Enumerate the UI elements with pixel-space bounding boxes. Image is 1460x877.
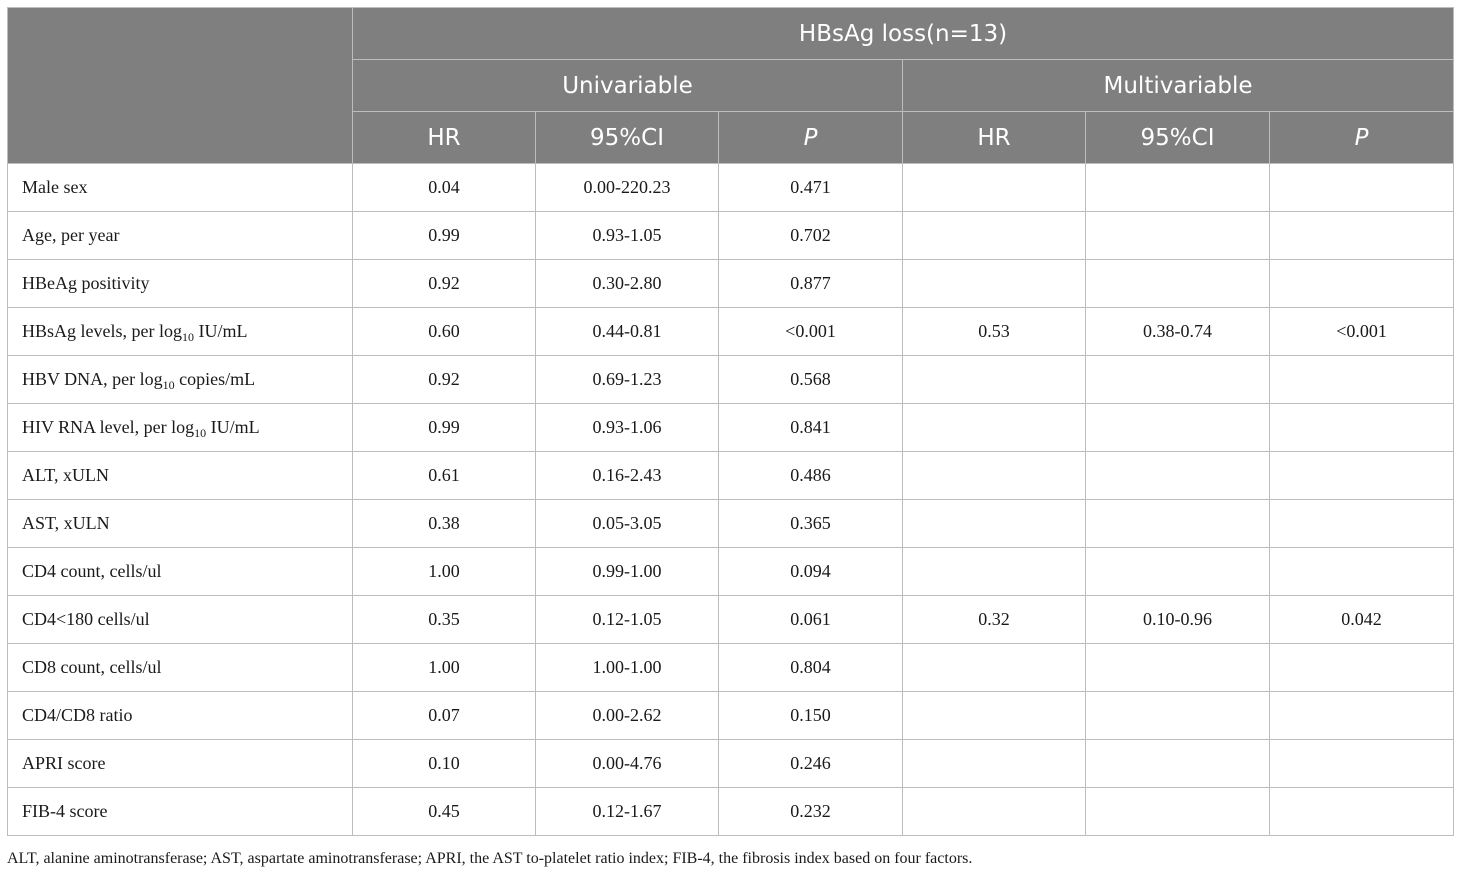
multivariable-ci-cell — [1086, 260, 1270, 308]
col-univariable-hr: HR — [353, 112, 536, 164]
univariable-p-cell: 0.150 — [719, 692, 903, 740]
multivariable-ci-cell — [1086, 644, 1270, 692]
multivariable-hr-cell: 0.53 — [903, 308, 1086, 356]
table-row — [8, 308, 1454, 356]
univariable-ci-cell: 0.00-2.62 — [536, 692, 719, 740]
univariable-ci-cell: 0.44-0.81 — [536, 308, 719, 356]
univariable-ci-cell: 0.05-3.05 — [536, 500, 719, 548]
multivariable-p-cell — [1270, 548, 1454, 596]
row-label: HIV RNA level, per $\log_{10} IU/mL$ — [8, 404, 353, 452]
footnote: ALT, alanine aminotransferase; AST, aspartate aminotransferase; APRI, the AST to-platelet ratio index; FIB-4, the fibrosis index based on four factors. — [7, 850, 973, 867]
univariable-hr-cell: 0.04 — [353, 164, 536, 212]
multivariable-p-cell: 0.042 — [1270, 596, 1454, 644]
multivariable-hr-cell — [903, 404, 1086, 452]
multivariable-ci-cell — [1086, 164, 1270, 212]
col-multivariable-hr: HR — [903, 112, 1086, 164]
univariable-hr-cell: 1.00 — [353, 548, 536, 596]
univariable-hr-cell: 0.10 — [353, 740, 536, 788]
table-row — [8, 548, 1454, 596]
multivariable-ci-cell — [1086, 548, 1270, 596]
row-label: HBsAg levels, per $\log_{10} IU/mL$ — [8, 308, 353, 356]
univariable-p-cell: <0.001 — [719, 308, 903, 356]
multivariable-ci-cell: 0.38-0.74 — [1086, 308, 1270, 356]
multivariable-hr-cell — [903, 452, 1086, 500]
multivariable-p-cell — [1270, 692, 1454, 740]
univariable-ci-cell: 0.93-1.05 — [536, 212, 719, 260]
multivariable-hr-cell — [903, 164, 1086, 212]
univariable-ci-cell: 0.93-1.06 — [536, 404, 719, 452]
univariable-hr-cell: 0.92 — [353, 356, 536, 404]
univariable-ci-cell: 0.69-1.23 — [536, 356, 719, 404]
univariable-hr-cell: 0.99 — [353, 212, 536, 260]
univariable-ci-cell: 0.12-1.67 — [536, 788, 719, 836]
univariable-p-cell: 0.877 — [719, 260, 903, 308]
univariable-hr-cell: 0.07 — [353, 692, 536, 740]
row-label: CD4 count, cells/ul — [8, 548, 353, 596]
multivariable-hr-cell — [903, 356, 1086, 404]
table-header — [8, 8, 1454, 164]
multivariable-ci-cell — [1086, 500, 1270, 548]
row-label: APRI score — [8, 740, 353, 788]
multivariable-ci-cell — [1086, 404, 1270, 452]
multivariable-p-cell — [1270, 644, 1454, 692]
univariable-header: Univariable — [353, 60, 903, 112]
table-row — [8, 260, 1454, 308]
multivariable-hr-cell — [903, 260, 1086, 308]
univariable-hr-cell: 0.60 — [353, 308, 536, 356]
multivariable-ci-cell — [1086, 356, 1270, 404]
univariable-hr-cell: 0.99 — [353, 404, 536, 452]
multivariable-hr-cell — [903, 644, 1086, 692]
multivariable-ci-cell: 0.10-0.96 — [1086, 596, 1270, 644]
multivariable-p-cell: <0.001 — [1270, 308, 1454, 356]
univariable-hr-cell: 0.45 — [353, 788, 536, 836]
col-univariable-p: P — [719, 112, 903, 164]
multivariable-p-cell — [1270, 788, 1454, 836]
col-multivariable-ci: 95%CI — [1086, 112, 1270, 164]
row-label: FIB-4 score — [8, 788, 353, 836]
table-row — [8, 788, 1454, 836]
univariable-hr-cell: 0.92 — [353, 260, 536, 308]
univariable-p-cell: 0.841 — [719, 404, 903, 452]
row-label: HBV DNA, per $\log_{10}$ copies/mL — [8, 356, 353, 404]
table-row — [8, 500, 1454, 548]
multivariable-p-cell — [1270, 740, 1454, 788]
univariable-p-cell: 0.804 — [719, 644, 903, 692]
univariable-ci-cell: 0.16-2.43 — [536, 452, 719, 500]
multivariable-ci-cell — [1086, 212, 1270, 260]
row-label: Male sex — [8, 164, 353, 212]
table-row — [8, 356, 1454, 404]
table-row — [8, 644, 1454, 692]
univariable-p-cell: 0.471 — [719, 164, 903, 212]
multivariable-hr-cell — [903, 692, 1086, 740]
univariable-p-cell: 0.486 — [719, 452, 903, 500]
multivariable-p-cell — [1270, 500, 1454, 548]
univariable-ci-cell: 0.30-2.80 — [536, 260, 719, 308]
multivariable-hr-cell — [903, 788, 1086, 836]
col-multivariable-p: P — [1270, 112, 1454, 164]
univariable-ci-cell: 0.12-1.05 — [536, 596, 719, 644]
univariable-p-cell: 0.365 — [719, 500, 903, 548]
univariable-p-cell: 0.094 — [719, 548, 903, 596]
multivariable-p-cell — [1270, 260, 1454, 308]
univariable-ci-cell: 0.99-1.00 — [536, 548, 719, 596]
col-univariable-ci: 95%CI — [536, 112, 719, 164]
univariable-p-cell: 0.702 — [719, 212, 903, 260]
multivariable-hr-cell — [903, 548, 1086, 596]
multivariable-header: Multivariable — [903, 60, 1454, 112]
row-label: CD4/CD8 ratio — [8, 692, 353, 740]
table-body — [8, 164, 1454, 836]
multivariable-ci-cell — [1086, 788, 1270, 836]
univariable-ci-cell: 1.00-1.00 — [536, 644, 719, 692]
row-label: CD4<180 cells/ul — [8, 596, 353, 644]
univariable-p-cell: 0.232 — [719, 788, 903, 836]
univariable-hr-cell: 1.00 — [353, 644, 536, 692]
row-label: ALT, xULN — [8, 452, 353, 500]
univariable-hr-cell: 0.61 — [353, 452, 536, 500]
multivariable-p-cell — [1270, 164, 1454, 212]
univariable-p-cell: 0.246 — [719, 740, 903, 788]
row-label: CD8 count, cells/ul — [8, 644, 353, 692]
table-row — [8, 164, 1454, 212]
multivariable-p-cell — [1270, 356, 1454, 404]
row-label: HBeAg positivity — [8, 260, 353, 308]
table-row — [8, 212, 1454, 260]
table-row — [8, 692, 1454, 740]
table-row — [8, 596, 1454, 644]
univariable-p-cell: 0.061 — [719, 596, 903, 644]
univariable-p-cell: 0.568 — [719, 356, 903, 404]
multivariable-ci-cell — [1086, 452, 1270, 500]
row-label: AST, xULN — [8, 500, 353, 548]
table-row — [8, 452, 1454, 500]
multivariable-hr-cell: 0.32 — [903, 596, 1086, 644]
header-corner-cell — [8, 8, 353, 164]
multivariable-p-cell — [1270, 404, 1454, 452]
univariable-ci-cell: 0.00-220.23 — [536, 164, 719, 212]
table-row — [8, 404, 1454, 452]
univariable-hr-cell: 0.38 — [353, 500, 536, 548]
univariable-ci-cell: 0.00-4.76 — [536, 740, 719, 788]
group-title: HBsAg loss(n=13) — [353, 8, 1454, 60]
multivariable-ci-cell — [1086, 740, 1270, 788]
hazard-ratio-table — [7, 7, 1454, 836]
multivariable-hr-cell — [903, 212, 1086, 260]
multivariable-ci-cell — [1086, 692, 1270, 740]
multivariable-p-cell — [1270, 452, 1454, 500]
table-row — [8, 740, 1454, 788]
multivariable-p-cell — [1270, 212, 1454, 260]
row-label: Age, per year — [8, 212, 353, 260]
multivariable-hr-cell — [903, 740, 1086, 788]
multivariable-hr-cell — [903, 500, 1086, 548]
univariable-hr-cell: 0.35 — [353, 596, 536, 644]
